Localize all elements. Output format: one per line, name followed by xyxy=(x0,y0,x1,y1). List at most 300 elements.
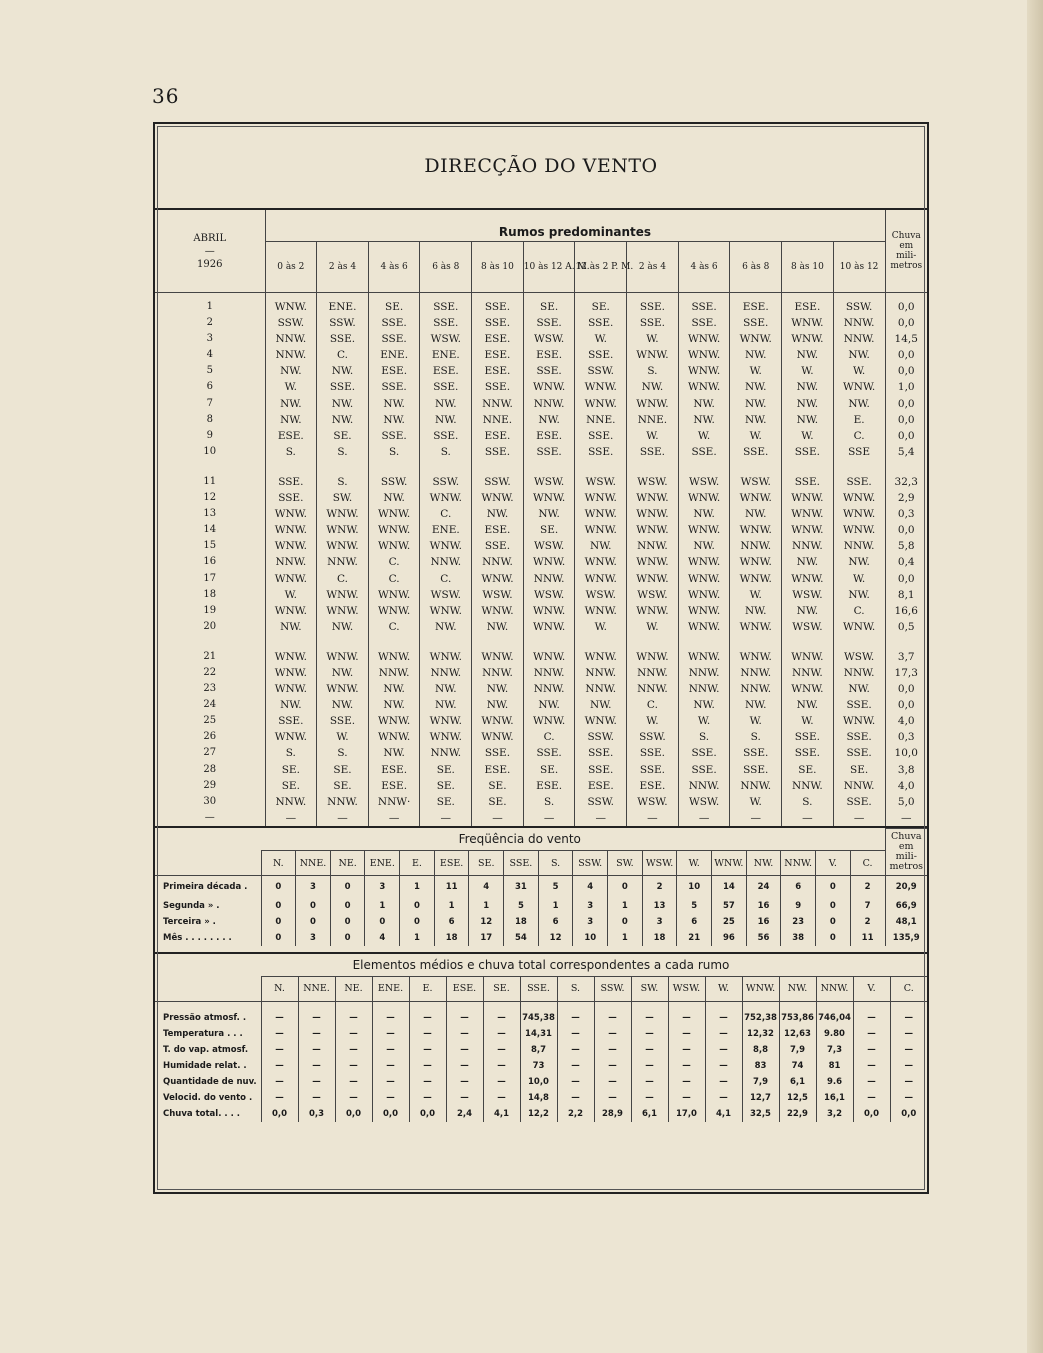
value-cell: 17 xyxy=(469,930,504,946)
direction-cell: NW. xyxy=(678,396,730,412)
direction-cell: SSE. xyxy=(265,474,317,490)
value-cell: 6,1 xyxy=(779,1074,816,1090)
value-cell: 4,1 xyxy=(705,1106,742,1122)
direction-cell: WSW. xyxy=(575,587,627,603)
direction-cell: — xyxy=(420,810,472,826)
direction-cell: WNW. xyxy=(523,649,575,665)
direction-cell: NW. xyxy=(368,412,420,428)
table-row xyxy=(155,538,927,554)
rain-cell: 0,0 xyxy=(885,293,927,316)
column-header: 4 às 6 xyxy=(678,242,730,293)
direction-cell: NNW. xyxy=(523,665,575,681)
row-label: Chuva total. . . . xyxy=(163,1108,240,1119)
value-cell: 18 xyxy=(504,914,539,930)
direction-cell: WNW. xyxy=(627,506,679,522)
elements-title: Elementos médios e chuva total correspondentes a cada rumo xyxy=(352,957,730,972)
direction-cell: WNW. xyxy=(678,347,730,363)
value-cell: 0 xyxy=(816,930,851,946)
rain-cell: 3,7 xyxy=(885,649,927,665)
group-header: Rumos predominantes xyxy=(265,210,885,242)
rain-header: Chuva em mili- metros xyxy=(885,210,927,293)
day-cell: 8 xyxy=(206,413,213,425)
column-header: ESE. xyxy=(434,851,469,876)
value-cell: 18 xyxy=(642,930,677,946)
day-cell: 30 xyxy=(203,795,217,807)
direction-cell: NW. xyxy=(472,697,524,713)
direction-cell: WSW. xyxy=(523,587,575,603)
table-row xyxy=(155,331,927,347)
value-cell: — xyxy=(594,1074,631,1090)
value-cell: — xyxy=(594,1001,631,1026)
direction-cell: SSE. xyxy=(833,794,885,810)
direction-cell: W. xyxy=(730,794,782,810)
direction-cell: WSW. xyxy=(833,649,885,665)
day-cell: 18 xyxy=(203,588,217,600)
direction-cell: NW. xyxy=(730,412,782,428)
direction-cell: SSE. xyxy=(472,293,524,316)
frequency-table xyxy=(155,828,927,946)
table-row xyxy=(155,713,927,729)
direction-cell: C. xyxy=(317,347,369,363)
direction-cell: WNW. xyxy=(678,649,730,665)
direction-cell: SSE. xyxy=(420,293,472,316)
direction-cell: SSE. xyxy=(420,379,472,395)
value-cell: 6 xyxy=(434,914,469,930)
direction-cell: NNW. xyxy=(420,554,472,570)
direction-cell: WNW. xyxy=(265,729,317,745)
direction-cell: NW. xyxy=(523,506,575,522)
direction-cell: SSE. xyxy=(575,347,627,363)
book-spine-edge xyxy=(1027,0,1043,1353)
value-cell: — xyxy=(335,1042,372,1058)
direction-cell: WNW. xyxy=(678,554,730,570)
value-cell: 0 xyxy=(261,930,296,946)
table-row xyxy=(155,762,927,778)
value-cell: 4 xyxy=(365,930,400,946)
direction-cell: NNW. xyxy=(782,778,834,794)
column-header: NNW. xyxy=(816,976,853,1001)
value-cell: — xyxy=(298,1001,335,1026)
direction-cell: WNW. xyxy=(575,506,627,522)
column-header: 0 às 2 xyxy=(265,242,317,293)
value-cell: — xyxy=(298,1058,335,1074)
direction-cell: WNW. xyxy=(472,713,524,729)
value-cell: 3 xyxy=(573,914,608,930)
direction-cell: ESE. xyxy=(575,778,627,794)
column-header: ENE. xyxy=(365,851,400,876)
rain-cell: 3,8 xyxy=(885,762,927,778)
direction-cell: SE. xyxy=(833,762,885,778)
direction-cell: WSW. xyxy=(627,474,679,490)
direction-cell: SSW. xyxy=(575,794,627,810)
value-cell: 9.6 xyxy=(816,1074,853,1090)
value-cell: 7,9 xyxy=(742,1074,779,1090)
direction-cell: WNW. xyxy=(782,331,834,347)
direction-cell: WNW. xyxy=(523,379,575,395)
direction-cell: ESE. xyxy=(523,347,575,363)
table-row xyxy=(155,914,927,930)
direction-cell: WNW. xyxy=(627,347,679,363)
direction-cell: WNW. xyxy=(833,379,885,395)
direction-cell: S. xyxy=(317,474,369,490)
rain-cell: 0,0 xyxy=(885,396,927,412)
value-cell: 13 xyxy=(642,898,677,914)
value-cell: 0 xyxy=(365,914,400,930)
value-cell: — xyxy=(853,1058,890,1074)
direction-cell: NW. xyxy=(730,396,782,412)
direction-cell: WNW. xyxy=(317,538,369,554)
direction-cell: SSE. xyxy=(627,293,679,316)
direction-cell: ESE. xyxy=(368,363,420,379)
direction-cell: WNW. xyxy=(833,522,885,538)
day-cell: — xyxy=(204,811,215,823)
direction-cell: NW. xyxy=(472,619,524,635)
direction-cell: SSE. xyxy=(730,444,782,460)
direction-cell: S. xyxy=(368,444,420,460)
direction-cell: WSW. xyxy=(420,331,472,347)
day-cell: 15 xyxy=(203,540,217,552)
direction-cell: NNE. xyxy=(472,412,524,428)
value-cell: 0 xyxy=(261,914,296,930)
column-header: W. xyxy=(677,851,712,876)
direction-cell: SSW. xyxy=(472,474,524,490)
value-cell: 25 xyxy=(712,914,747,930)
direction-cell: SSW. xyxy=(368,474,420,490)
direction-cell: NNW. xyxy=(730,681,782,697)
direction-cell: NW. xyxy=(678,506,730,522)
direction-cell: SE. xyxy=(317,762,369,778)
value-cell: 0 xyxy=(400,914,435,930)
value-cell: 3,2 xyxy=(816,1106,853,1122)
direction-cell: NW. xyxy=(782,603,834,619)
column-header: NNE. xyxy=(298,976,335,1001)
direction-cell: WNW. xyxy=(265,571,317,587)
direction-cell: SSE. xyxy=(678,315,730,331)
direction-cell: S. xyxy=(782,794,834,810)
direction-cell: W. xyxy=(627,619,679,635)
direction-cell: WSW. xyxy=(730,474,782,490)
direction-cell: SSE. xyxy=(523,745,575,761)
direction-cell: WNW. xyxy=(833,619,885,635)
value-cell: — xyxy=(853,1001,890,1026)
day-cell: 21 xyxy=(203,650,217,662)
direction-cell: E. xyxy=(833,412,885,428)
direction-cell: C. xyxy=(368,554,420,570)
column-header: 6 às 8 xyxy=(730,242,782,293)
direction-cell: WNW. xyxy=(420,649,472,665)
direction-cell: ESE. xyxy=(523,428,575,444)
direction-cell: WNW. xyxy=(472,571,524,587)
direction-cell: NNW. xyxy=(575,665,627,681)
value-cell: 12,63 xyxy=(779,1026,816,1042)
column-header: C. xyxy=(850,851,885,876)
value-cell: 3 xyxy=(296,930,331,946)
direction-cell: NW. xyxy=(627,379,679,395)
day-cell: 12 xyxy=(203,492,217,504)
direction-cell: WNW. xyxy=(575,713,627,729)
value-cell: — xyxy=(483,1026,520,1042)
direction-cell: WNW. xyxy=(265,538,317,554)
direction-cell: WNW. xyxy=(523,619,575,635)
direction-cell: NNW. xyxy=(730,538,782,554)
value-cell: — xyxy=(372,1042,409,1058)
direction-cell: SE. xyxy=(265,778,317,794)
column-header: S. xyxy=(538,851,573,876)
direction-cell: WNW. xyxy=(523,603,575,619)
direction-cell: W. xyxy=(627,331,679,347)
direction-cell: C. xyxy=(833,428,885,444)
direction-cell: S. xyxy=(265,444,317,460)
rain-cell: 16,6 xyxy=(885,603,927,619)
direction-cell: WNW. xyxy=(317,603,369,619)
value-cell: — xyxy=(483,1001,520,1026)
column-header: 2 às 4 xyxy=(627,242,679,293)
rain-cell: 0,0 xyxy=(885,522,927,538)
direction-cell: NW. xyxy=(317,412,369,428)
direction-cell: NNW. xyxy=(472,396,524,412)
decade-spacer xyxy=(155,460,927,474)
value-cell: 6 xyxy=(538,914,573,930)
value-cell: 7 xyxy=(850,898,885,914)
rain-cell: 0,0 xyxy=(885,412,927,428)
column-header: WNW. xyxy=(742,976,779,1001)
row-label: Temperatura . . . xyxy=(163,1028,243,1039)
direction-cell: SSE. xyxy=(627,315,679,331)
value-cell: — xyxy=(890,1001,927,1026)
day-cell: 6 xyxy=(206,381,213,393)
direction-cell: W. xyxy=(678,428,730,444)
direction-cell: WNW. xyxy=(730,649,782,665)
column-header: NNE. xyxy=(296,851,331,876)
table-row xyxy=(155,363,927,379)
table-row xyxy=(155,810,927,826)
value-cell: 0,0 xyxy=(409,1106,446,1122)
direction-cell: NNE. xyxy=(575,412,627,428)
direction-cell: NW. xyxy=(730,347,782,363)
direction-cell: WNW. xyxy=(368,729,420,745)
direction-cell: — xyxy=(627,810,679,826)
direction-cell: ESE. xyxy=(420,363,472,379)
direction-cell: W. xyxy=(833,363,885,379)
direction-cell: NNW. xyxy=(472,665,524,681)
value-cell: 22,9 xyxy=(779,1106,816,1122)
value-cell: 4,1 xyxy=(483,1106,520,1122)
value-cell: — xyxy=(483,1090,520,1106)
direction-cell: WNW. xyxy=(265,681,317,697)
value-cell: — xyxy=(631,1026,668,1042)
value-cell: 0 xyxy=(816,914,851,930)
value-cell: 0 xyxy=(816,876,851,898)
rain-cell: 0,3 xyxy=(885,506,927,522)
direction-cell: ESE. xyxy=(782,293,834,316)
value-cell: — xyxy=(594,1026,631,1042)
direction-cell: — xyxy=(523,810,575,826)
direction-cell: — xyxy=(833,810,885,826)
direction-cell: WNW. xyxy=(265,293,317,316)
value-cell: 38 xyxy=(781,930,816,946)
value-cell: — xyxy=(668,1058,705,1074)
column-header: ENE. xyxy=(372,976,409,1001)
direction-cell: NW. xyxy=(420,396,472,412)
direction-cell: WNW. xyxy=(265,522,317,538)
direction-cell: NNW. xyxy=(833,538,885,554)
column-header: N. xyxy=(261,976,298,1001)
direction-cell: S. xyxy=(678,729,730,745)
direction-cell: NW. xyxy=(265,363,317,379)
direction-cell: WNW. xyxy=(317,587,369,603)
direction-cell: — xyxy=(678,810,730,826)
value-cell: — xyxy=(409,1026,446,1042)
value-cell: — xyxy=(261,1026,298,1042)
direction-cell: WNW. xyxy=(368,538,420,554)
table-row xyxy=(155,347,927,363)
direction-cell: SE. xyxy=(317,428,369,444)
value-cell: — xyxy=(705,1042,742,1058)
value-cell: 0 xyxy=(330,876,365,898)
direction-cell: WSW. xyxy=(782,619,834,635)
direction-cell: WNW. xyxy=(472,490,524,506)
value-cell: — xyxy=(446,1001,483,1026)
direction-cell: NNW. xyxy=(678,778,730,794)
direction-cell: WNW. xyxy=(730,331,782,347)
value-cell: 16 xyxy=(746,898,781,914)
value-cell: — xyxy=(409,1042,446,1058)
direction-cell: SSE xyxy=(833,444,885,460)
value-cell: 2,4 xyxy=(446,1106,483,1122)
direction-cell: SSE. xyxy=(317,713,369,729)
column-header: 8 às 10 xyxy=(782,242,834,293)
day-cell: 5 xyxy=(206,365,213,377)
direction-cell: WNW. xyxy=(782,681,834,697)
value-cell: 0 xyxy=(296,898,331,914)
direction-cell: SSW. xyxy=(833,293,885,316)
value-cell: 6,1 xyxy=(631,1106,668,1122)
direction-cell: WSW. xyxy=(782,587,834,603)
column-header: SSW. xyxy=(594,976,631,1001)
direction-cell: W. xyxy=(730,587,782,603)
direction-cell: W. xyxy=(627,713,679,729)
direction-cell: NNW. xyxy=(317,554,369,570)
value-cell: — xyxy=(483,1074,520,1090)
value-cell: 12,2 xyxy=(520,1106,557,1122)
direction-cell: NW. xyxy=(317,665,369,681)
day-cell: 27 xyxy=(203,747,217,759)
value-cell: 10,0 xyxy=(520,1074,557,1090)
value-cell: 57 xyxy=(712,898,747,914)
row-label: Primeira década . xyxy=(163,882,248,893)
value-cell: — xyxy=(335,1058,372,1074)
value-cell: 73 xyxy=(520,1058,557,1074)
column-header: SW. xyxy=(608,851,643,876)
day-cell: 24 xyxy=(203,699,217,711)
direction-cell: SSE. xyxy=(317,379,369,395)
value-cell: — xyxy=(446,1042,483,1058)
direction-cell: NNW. xyxy=(575,681,627,697)
value-cell: 31 xyxy=(504,876,539,898)
direction-cell: S. xyxy=(317,745,369,761)
direction-cell: SSW. xyxy=(317,315,369,331)
value-cell: 14,31 xyxy=(520,1026,557,1042)
day-cell: 28 xyxy=(203,763,217,775)
value-cell: — xyxy=(853,1026,890,1042)
value-cell: 135,9 xyxy=(885,930,927,946)
direction-cell: NNW. xyxy=(265,554,317,570)
value-cell: — xyxy=(631,1042,668,1058)
day-cell: 9 xyxy=(206,429,213,441)
value-cell: — xyxy=(631,1074,668,1090)
direction-cell: WNW. xyxy=(833,506,885,522)
direction-cell: WNW. xyxy=(265,665,317,681)
row-label: T. do vap. atmosf. xyxy=(163,1044,249,1055)
rain-cell: 17,3 xyxy=(885,665,927,681)
direction-cell: SSE. xyxy=(523,363,575,379)
day-cell: 26 xyxy=(203,731,217,743)
column-header: 4 às 6 xyxy=(368,242,420,293)
direction-cell: SSE. xyxy=(472,444,524,460)
rain-cell: 5,0 xyxy=(885,794,927,810)
day-cell: 29 xyxy=(203,779,217,791)
direction-cell: ENE. xyxy=(420,347,472,363)
direction-cell: WNW. xyxy=(265,603,317,619)
value-cell: 1 xyxy=(434,898,469,914)
direction-cell: W. xyxy=(265,379,317,395)
direction-cell: NNW. xyxy=(420,665,472,681)
value-cell: — xyxy=(668,1090,705,1106)
value-cell: — xyxy=(853,1042,890,1058)
value-cell: — xyxy=(409,1058,446,1074)
value-cell: 1 xyxy=(400,876,435,898)
value-cell: 745,38 xyxy=(520,1001,557,1026)
direction-cell: SSE. xyxy=(368,315,420,331)
value-cell: — xyxy=(557,1042,594,1058)
direction-cell: NW. xyxy=(523,412,575,428)
direction-cell: W. xyxy=(575,331,627,347)
column-header: E. xyxy=(400,851,435,876)
direction-cell: WNW. xyxy=(627,603,679,619)
value-cell: 96 xyxy=(712,930,747,946)
table-row xyxy=(155,778,927,794)
value-cell: — xyxy=(668,1074,705,1090)
value-cell: 17,0 xyxy=(668,1106,705,1122)
direction-cell: NNW. xyxy=(265,347,317,363)
row-label: Mês . . . . . . . . xyxy=(163,932,232,943)
direction-cell: WNW. xyxy=(782,315,834,331)
direction-cell: NNW. xyxy=(678,681,730,697)
direction-cell: SSE. xyxy=(575,762,627,778)
direction-cell: SSE. xyxy=(627,745,679,761)
direction-cell: WSW. xyxy=(523,331,575,347)
direction-cell: — xyxy=(265,810,317,826)
direction-cell: SE. xyxy=(420,762,472,778)
direction-cell: NNW. xyxy=(833,778,885,794)
direction-cell: NW. xyxy=(265,697,317,713)
direction-cell: NW. xyxy=(678,538,730,554)
direction-cell: SSW. xyxy=(575,729,627,745)
direction-cell: WNW. xyxy=(627,554,679,570)
column-header: N. xyxy=(261,851,296,876)
row-label: Terceira » . xyxy=(163,916,216,927)
value-cell: 12,7 xyxy=(742,1090,779,1106)
rain-cell: 0,0 xyxy=(885,697,927,713)
direction-cell: SSE. xyxy=(265,713,317,729)
direction-cell: NNW. xyxy=(472,554,524,570)
direction-cell: WNW. xyxy=(420,538,472,554)
direction-cell: WNW. xyxy=(368,522,420,538)
direction-cell: WNW. xyxy=(782,522,834,538)
elements-table xyxy=(155,954,927,1122)
direction-cell: WNW. xyxy=(730,619,782,635)
direction-cell: — xyxy=(472,810,524,826)
